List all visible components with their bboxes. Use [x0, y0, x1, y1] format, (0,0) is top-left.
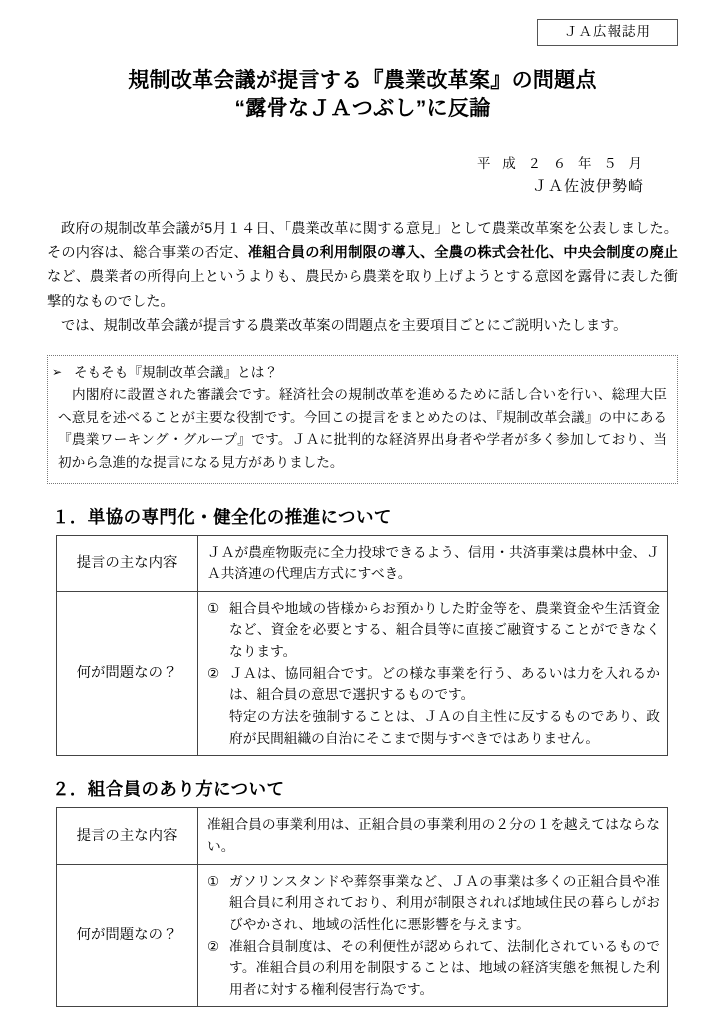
content-paragraph — [207, 871, 660, 936]
list-text: ガソリンスタンドや葬祭事業など、ＪＡの事業は多くの正組合員や准組合員に利用されており、利用が制限されれば地域住民の暮らしがおびやかされ、地域の活性化に悪影響を与えます。 — [229, 873, 660, 932]
row-label: 提言の主な内容 — [57, 808, 198, 864]
publication-tag-box: ＪＡ広報誌用 — [537, 19, 678, 46]
list-marker: ② — [207, 665, 220, 681]
section-1-table — [56, 535, 668, 757]
intro-paragraphs — [47, 217, 678, 339]
table-row — [57, 591, 668, 755]
row-content — [198, 591, 668, 755]
arrow-bullet-icon: ➢ — [52, 364, 63, 379]
section-heading-2: ２．組合員のあり方について — [52, 779, 285, 800]
row-content — [198, 535, 668, 591]
note-body-text: 内閣府に設置された審議会です。経済社会の規制改革を進めるために話し合いを行い、総理大臣へ意見を述べることが主要な役割です。今回この提言をまとめたのは、『規制改革会議』の中にある『農業ワーキング・グループ』です。ＪＡに批判的な経済界出身者や学者が多く参加しており、当初から急進的な提言になる見方がありました。 — [58, 387, 667, 470]
note-heading-line — [52, 362, 667, 385]
table-row — [57, 864, 668, 1007]
content-paragraph: ＪＡが農産物販売に全力投球できるよう、信用・共済事業は農林中金、ＪＡ共済連の代理店方式にすべき。 — [207, 544, 660, 582]
intro-text-b: など、農業者の所得向上というよりも、農民から農業を取り上げようとする意図を露骨に表した衝撃的なものでした。 — [47, 269, 678, 310]
intro-paragraph-2: では、規制改革会議が提言する農業改革案の問題点を主要項目ごとにご説明いたします。 — [61, 318, 628, 335]
list-text: ＪＡは、協同組合です。どの様な事業を行う、あるいは力を入れるかは、組合員の意思で選択するものです。 — [229, 665, 660, 703]
note-heading-text: そもそも『規制改革会議』とは？ — [74, 364, 278, 380]
list-marker: ① — [207, 600, 220, 616]
section-heading-1: １．単協の専門化・健全化の推進について — [52, 506, 392, 527]
title-line-1: 規制改革会議が提言する『農業改革案』の問題点 — [128, 68, 597, 92]
publication-date: 平 成 ２ ６ 年 ５ 月 — [476, 156, 646, 172]
content-paragraph — [207, 598, 660, 663]
row-label: 提言の主な内容 — [57, 535, 198, 591]
list-text: 准組合員制度は、その利便性が認められて、法制化されているものです。准組合員の利用を制限することは、地域の経済実態を無視した利用者に対する権利侵害行為です。 — [229, 938, 660, 997]
row-label: 何が問題なの？ — [57, 591, 198, 755]
dateline-block — [47, 154, 678, 198]
content-paragraph: 特定の方法を強制することは、ＪＡの自主性に反するものであり、政府が民間組織の自治にそこまで関与すべきではありません。 — [229, 709, 660, 746]
content-paragraph — [207, 663, 660, 706]
definition-note-box — [47, 355, 678, 484]
content-paragraph: 准組合員の事業利用は、正組合員の事業利用の２分の１を越えてはならない。 — [207, 817, 660, 854]
row-content — [198, 864, 668, 1007]
list-marker: ② — [207, 938, 220, 954]
title-line-2: “露骨なＪＡつぶし”に反論 — [234, 97, 491, 121]
intro-paragraph-1 — [47, 217, 678, 315]
row-label: 何が問題なの？ — [57, 864, 198, 1007]
row-content — [198, 808, 668, 864]
intro-text-bold: 准組合員の利用制限の導入、全農の株式会社化、中央会制度の廃止 — [247, 245, 678, 262]
intro-text-a: 政府の規制改革会議が5月１４日、「農業改革に関する意見」として農業改革案を公表しました。その内容は、総合事業の否定、 — [47, 220, 678, 262]
header-row — [47, 0, 678, 46]
list-marker: ① — [207, 873, 220, 889]
section-2-table — [56, 807, 668, 1007]
content-paragraph — [207, 936, 660, 1001]
table-row — [57, 808, 668, 864]
table-row — [57, 535, 668, 591]
document-title — [47, 67, 678, 125]
organization-name: ＪＡ佐波伊勢崎 — [531, 178, 644, 196]
list-text: 組合員や地域の皆様からお預かりした貯金等を、農業資金や生活資金など、資金を必要とする、組合員等に直接ご融資することができなくなります。 — [229, 600, 660, 660]
